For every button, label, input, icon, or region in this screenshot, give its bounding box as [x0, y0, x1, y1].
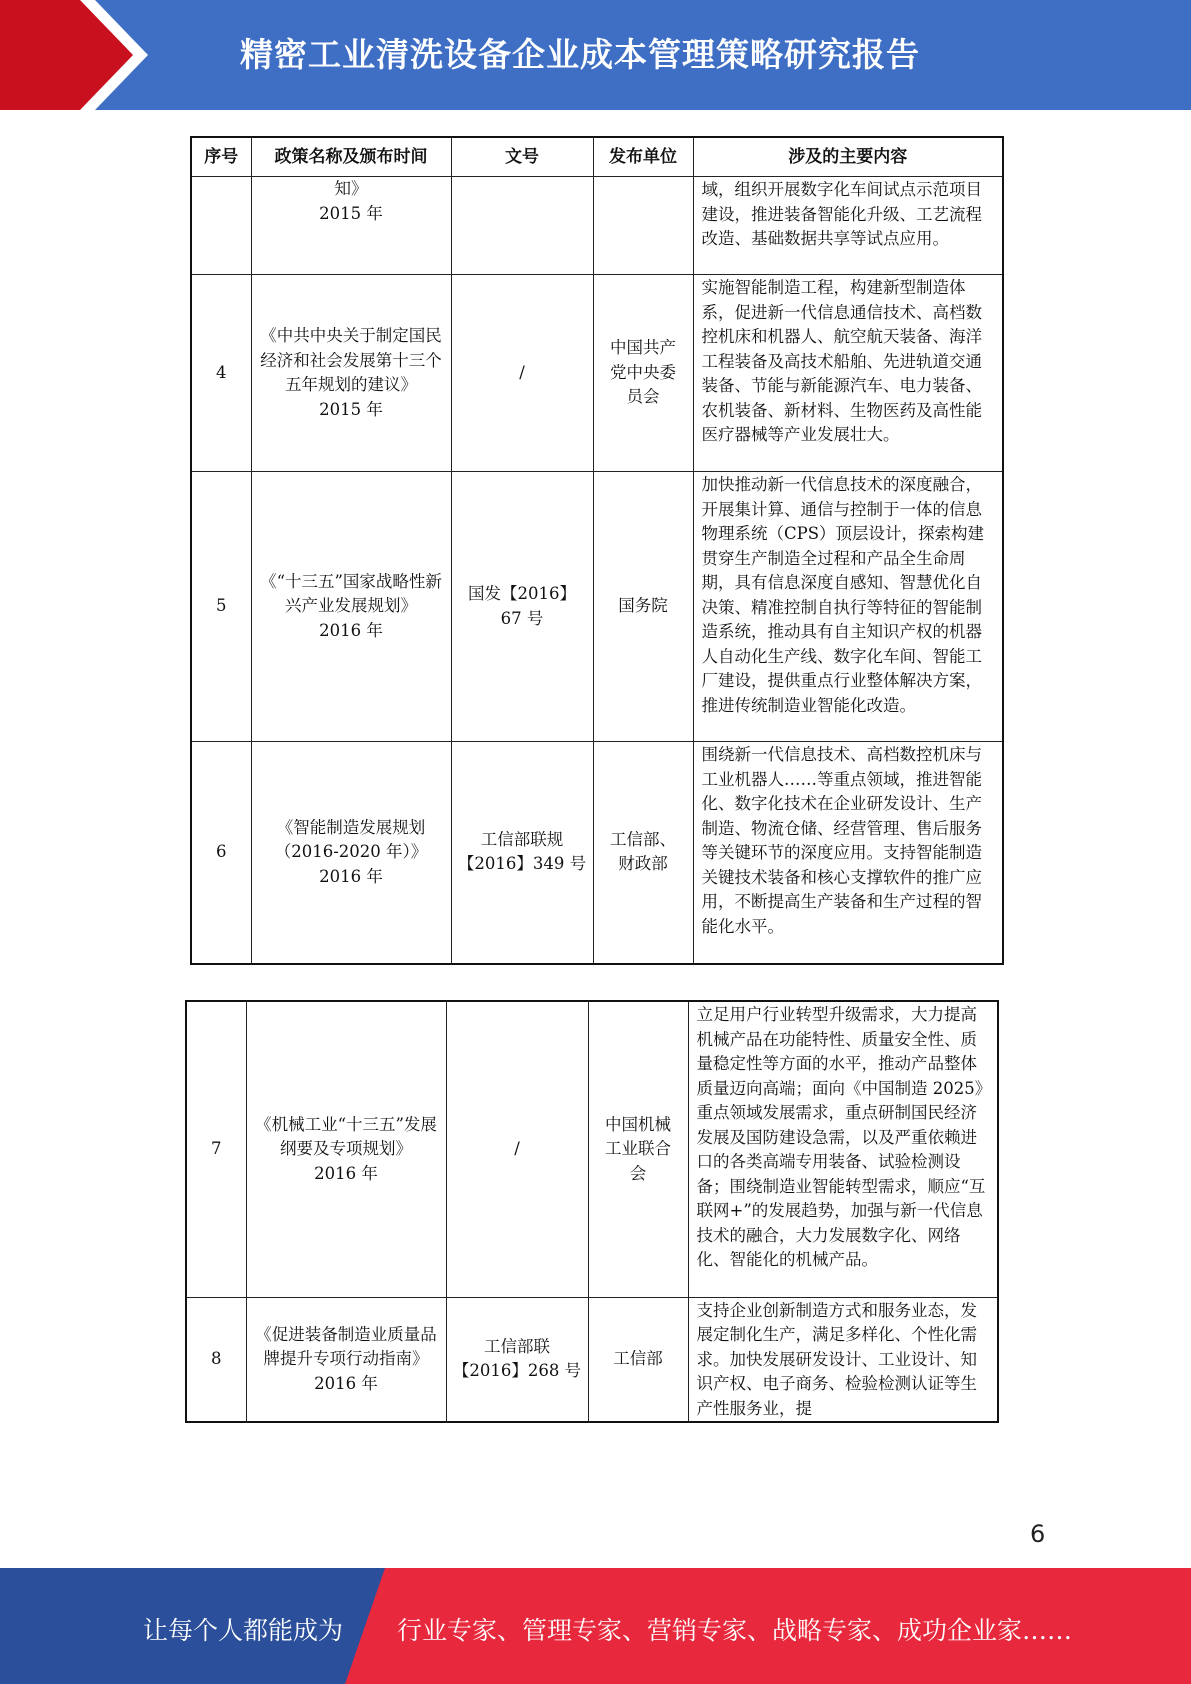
policy-table-2	[185, 1000, 999, 1423]
cell-policy-name: 《机械工业“十三五”发展纲要及专项规划》 2016 年	[246, 1001, 446, 1297]
cell-policy-name: 《中共中央关于制定国民经济和社会发展第十三个五年规划的建议》 2015 年	[251, 275, 451, 472]
cell-content: 实施智能制造工程，构建新型制造体系，促进新一代信息通信技术、高档数控机床和机器人、航空航天装备、海洋工程装备及高技术船舶、先进轨道交通装备、节能与新能源汽车、电力装备、农机装备、新材料、生物医药及高性能医疗器械等产业发展壮大。	[693, 275, 1003, 472]
cell-content: 加快推动新一代信息技术的深度融合，开展集计算、通信与控制于一体的信息物理系统（CPS）顶层设计，探索构建贯穿生产制造全过程和产品全生命周期，具有信息深度自感知、智慧优化自决策、精准控制自执行等特征的智能制造系统，推动具有自主知识产权的机器人自动化生产线、数字化车间、智能工厂建设，提供重点行业整体解决方案，推进传统制造业智能化改造。	[693, 472, 1003, 742]
policy-table-1	[190, 136, 1004, 965]
cell-doc-number: 工信部联 【2016】268 号	[446, 1297, 588, 1422]
cell-content: 围绕新一代信息技术、高档数控机床与工业机器人……等重点领域，推进智能化、数字化技术在企业研发设计、生产制造、物流仓储、经营管理、售后服务等关键环节的深度应用。支持智能制造关键技术装备和核心支撑软件的推广应用，不断提高生产装备和生产过程的智能化水平。	[693, 742, 1003, 964]
header-banner	[0, 0, 1191, 110]
cell-content: 域，组织开展数字化车间试点示范项目建设，推进装备智能化升级、工艺流程改造、基础数据共享等试点应用。	[693, 177, 1003, 275]
table-row	[186, 1001, 998, 1297]
page-title: 精密工业清洗设备企业成本管理策略研究报告	[240, 35, 920, 74]
cell-no: 8	[186, 1297, 246, 1422]
cell-doc-number: 工信部联规 【2016】349 号	[451, 742, 593, 964]
table-row	[191, 742, 1003, 964]
header-name: 政策名称及颁布时间	[251, 137, 451, 177]
table-row	[191, 177, 1003, 275]
table-row	[186, 1297, 998, 1422]
cell-issuer: 工信部、 财政部	[593, 742, 693, 964]
cell-no: 4	[191, 275, 251, 472]
cell-policy-name: 《促进装备制造业质量品牌提升专项行动指南》 2016 年	[246, 1297, 446, 1422]
cell-content: 支持企业创新制造方式和服务业态，发展定制化生产，满足多样化、个性化需求。加快发展研发设计、工业设计、知识产权、电子商务、检验检测认证等生产性服务业，提	[688, 1297, 998, 1422]
cell-doc-number: /	[446, 1001, 588, 1297]
cell-policy-name: 《“十三五”国家战略性新兴产业发展规划》 2016 年	[251, 472, 451, 742]
table-row	[191, 472, 1003, 742]
header-no: 序号	[191, 137, 251, 177]
cell-policy-name: 《智能制造发展规划（2016-2020 年）》 2016 年	[251, 742, 451, 964]
table-header-row	[191, 137, 1003, 177]
cell-issuer: 国务院	[593, 472, 693, 742]
cell-content: 立足用户行业转型升级需求，大力提高机械产品在功能特性、质量安全性、质量稳定性等方面的水平，推动产品整体质量迈向高端；面向《中国制造 2025》重点领域发展需求，重点研制国民经济发展及国防建设急需，以及严重依赖进口的各类高端专用装备、试验检测设备；围绕制造业智能转型需求，顺应“互联网+”的发展趋势，加强与新一代信息技术的融合，大力发展数字化、网络化、智能化的机械产品。	[688, 1001, 998, 1297]
cell-no: 7	[186, 1001, 246, 1297]
table-row	[191, 275, 1003, 472]
footer-slogan-left: 让每个人都能成为	[143, 1616, 344, 1645]
cell-issuer	[593, 177, 693, 275]
footer-slogan-right: 行业专家、管理专家、营销专家、战略专家、成功企业家……	[397, 1616, 1073, 1645]
cell-doc-number: /	[451, 275, 593, 472]
page-number: 6	[1030, 1520, 1046, 1548]
header-doc: 文号	[451, 137, 593, 177]
cell-policy-name: 知》 2015 年	[251, 177, 451, 275]
cell-no	[191, 177, 251, 275]
header-issuer: 发布单位	[593, 137, 693, 177]
header-content: 涉及的主要内容	[693, 137, 1003, 177]
cell-issuer: 工信部	[588, 1297, 688, 1422]
footer-banner	[0, 1568, 1191, 1684]
cell-issuer: 中国共产 党中央委 员会	[593, 275, 693, 472]
cell-doc-number	[451, 177, 593, 275]
cell-issuer: 中国机械 工业联合 会	[588, 1001, 688, 1297]
cell-no: 5	[191, 472, 251, 742]
cell-doc-number: 国发【2016】 67 号	[451, 472, 593, 742]
cell-no: 6	[191, 742, 251, 964]
